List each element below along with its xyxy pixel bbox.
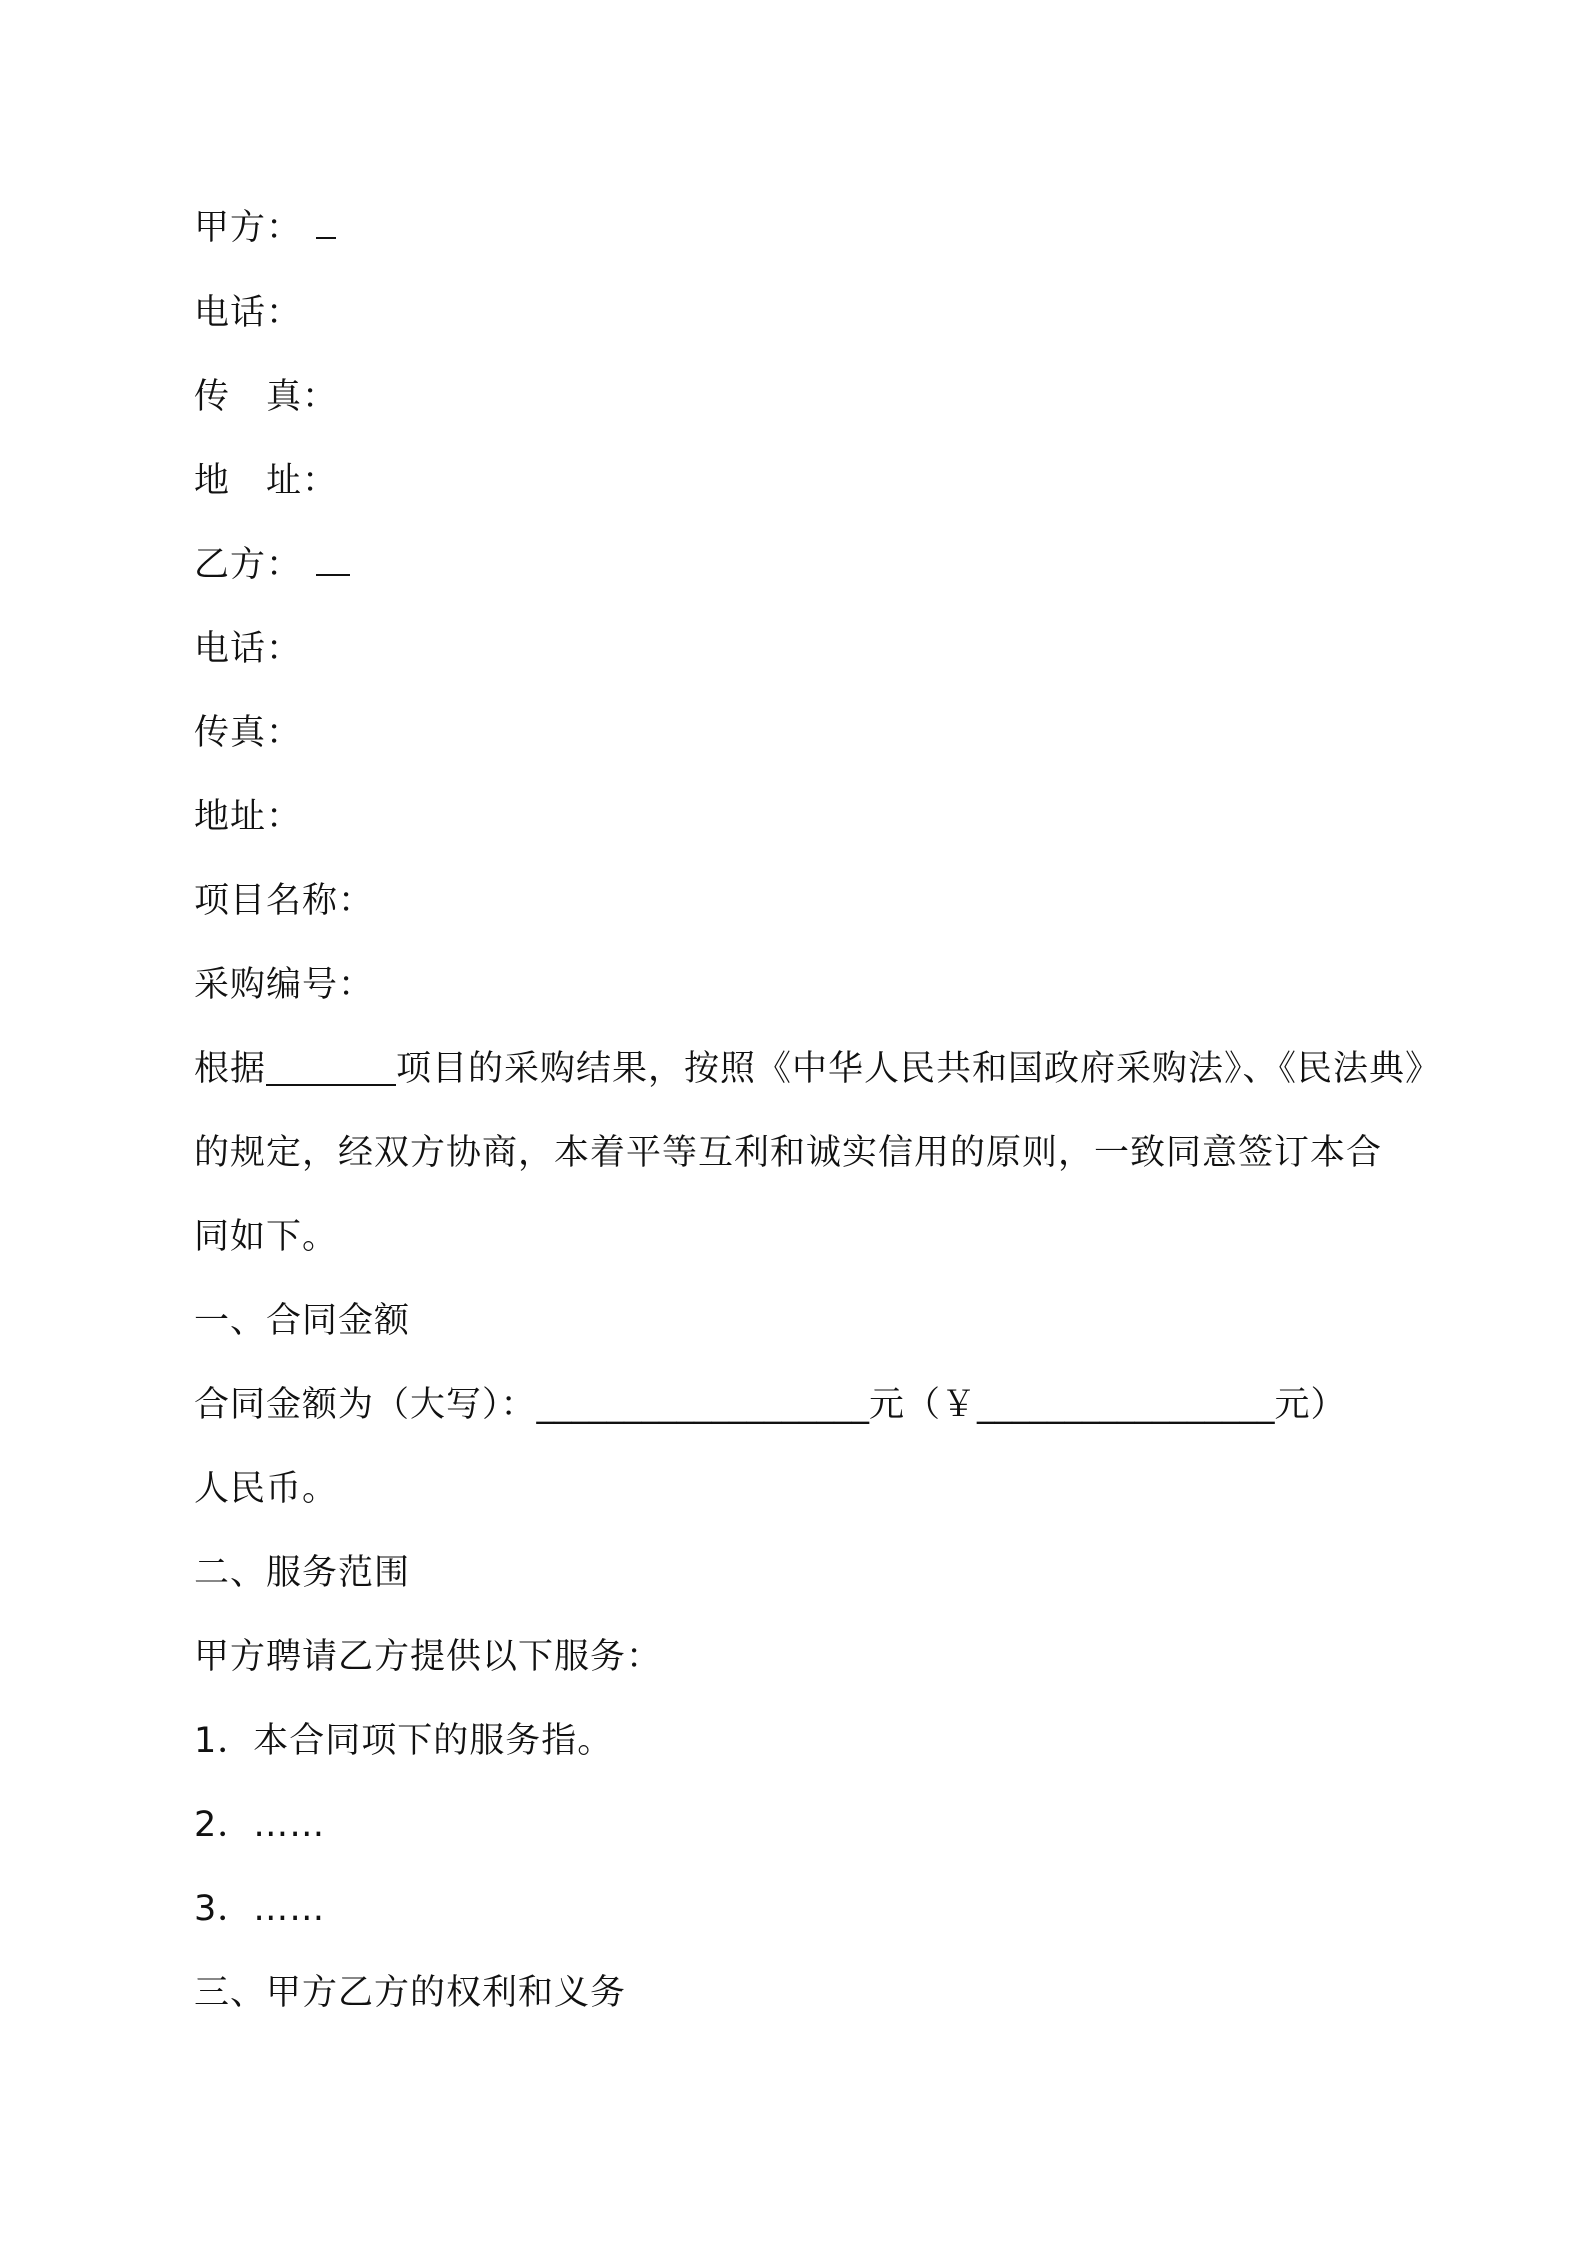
section3-heading: 三、甲方乙方的权利和义务 xyxy=(194,1973,627,2013)
party-a-blank xyxy=(316,203,336,239)
party-a-fax: 传 真： xyxy=(194,377,339,417)
party-a-phone: 电话： xyxy=(194,293,303,333)
section2-heading: 二、服务范围 xyxy=(194,1553,411,1593)
amount-label: 合同金额为（大写）： xyxy=(194,1385,537,1425)
yuan-open: 元（￥ xyxy=(869,1385,978,1425)
currency-line: 人民币。 xyxy=(194,1469,339,1509)
party-b-blank xyxy=(316,540,350,576)
party-b-fax: 传真： xyxy=(194,713,303,753)
amount-number-blank: _________________ xyxy=(977,1385,1275,1425)
section2-intro: 甲方聘请乙方提供以下服务： xyxy=(194,1637,663,1677)
party-a-address: 地 址： xyxy=(194,461,339,501)
party-b-label: 乙方： xyxy=(194,545,303,585)
list-item: 2．…… xyxy=(194,1805,326,1845)
purchase-number-label: 采购编号： xyxy=(194,965,375,1005)
yuan-close: 元） xyxy=(1274,1385,1347,1425)
list-item: 1．本合同项下的服务指。 xyxy=(194,1721,614,1761)
intro-line-3: 同如下。 xyxy=(194,1217,339,1257)
party-a-label: 甲方： xyxy=(194,208,303,248)
party-b-phone: 电话： xyxy=(194,629,303,669)
intro-part2: 项目的采购结果，按照《中华人民共和国政府采购法》、《民法典》 xyxy=(396,1049,1442,1089)
intro-part1: 根据 xyxy=(194,1049,267,1089)
project-blank xyxy=(266,1050,396,1086)
amount-words-blank: ___________________ xyxy=(536,1385,870,1425)
intro-line-2: 的规定，经双方协商，本着平等互利和诚实信用的原则，一致同意签订本合 xyxy=(194,1133,1383,1173)
party-b-address: 地址： xyxy=(194,797,303,837)
list-item: 3．…… xyxy=(194,1889,326,1929)
amount-line xyxy=(194,1380,1347,1430)
party-a-line xyxy=(194,203,336,253)
intro-line-1 xyxy=(194,1044,1441,1094)
party-b-line xyxy=(194,540,350,590)
section1-heading: 一、合同金额 xyxy=(194,1301,411,1341)
project-name-label: 项目名称： xyxy=(194,881,375,921)
